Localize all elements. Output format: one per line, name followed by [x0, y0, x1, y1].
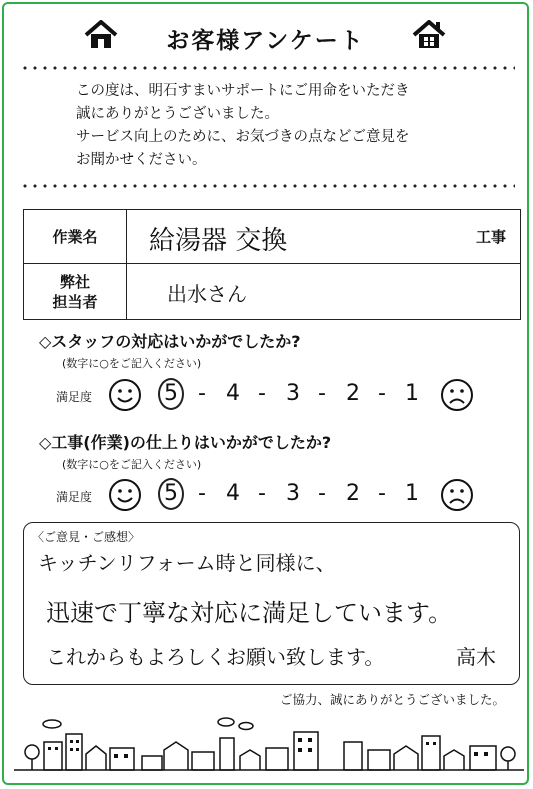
scale-separator: - [258, 381, 266, 406]
scale-separator: - [258, 481, 266, 506]
title-row [4, 16, 527, 56]
intro-line: サービス向上のために、お気づきの点などご意見を [76, 129, 410, 145]
info-table [23, 209, 521, 320]
scale-separator: - [378, 481, 386, 506]
work-name-cell [127, 210, 521, 264]
house-icon [412, 20, 446, 50]
scale-option-3[interactable]: 3 [286, 381, 300, 406]
scale-option-5[interactable]: 5 [164, 381, 178, 406]
comment-label: 〈ご意見・ご感想〉 [32, 530, 141, 544]
question-1: ◇スタッフの対応はいかがでしたか? [39, 332, 301, 351]
scale-separator: - [318, 381, 326, 406]
scale-separator: - [318, 481, 326, 506]
comment-line: キッチンリフォーム時と同様に、 [38, 551, 336, 575]
scale-option-1[interactable]: 1 [405, 381, 419, 406]
staff-label-line: 弊社 [59, 272, 90, 291]
scale-separator: - [378, 381, 386, 406]
intro-line: 誠にありがとうございました。 [76, 106, 279, 122]
smile-face-icon [108, 478, 142, 512]
smile-face-icon [108, 378, 142, 412]
comment-box [23, 522, 520, 685]
work-suffix: 工事 [475, 228, 506, 246]
sad-face-icon [440, 478, 474, 512]
satisfaction-scale-1 [56, 376, 496, 416]
satisfaction-scale-2 [56, 476, 496, 516]
intro-line: お聞かせください。 [76, 152, 207, 168]
scale-label: 満足度 [56, 390, 93, 404]
scale-separator: - [198, 381, 206, 406]
survey-card [2, 2, 529, 785]
work-name-label: 作業名 [24, 210, 127, 264]
question-1-note: (数字に○をご記入ください) [62, 357, 202, 370]
comment-line: これからもよろしくお願い致します。 [46, 645, 385, 669]
scale-option-5[interactable]: 5 [164, 481, 178, 506]
staff-value: 出水さん [167, 282, 247, 306]
footer-thanks: ご協力、誠にありがとうございました。 [279, 692, 505, 707]
staff-label [24, 264, 127, 320]
staff-cell [127, 264, 521, 320]
scale-option-2[interactable]: 2 [346, 381, 360, 406]
scale-option-4[interactable]: 4 [226, 481, 240, 506]
scale-option-3[interactable]: 3 [286, 481, 300, 506]
intro-text [76, 80, 476, 172]
dotted-divider [20, 184, 515, 188]
intro-line: この度は、明石すまいサポートにご用命をいただき [76, 83, 410, 99]
dotted-divider [20, 66, 515, 70]
scale-option-4[interactable]: 4 [226, 381, 240, 406]
page-title: お客様アンケート [166, 28, 365, 54]
scale-separator: - [198, 481, 206, 506]
scale-option-2[interactable]: 2 [346, 481, 360, 506]
scale-label: 満足度 [56, 490, 93, 504]
town-skyline-illustration [14, 712, 524, 772]
question-2: ◇工事(作業)の仕上りはいかがでしたか? [39, 433, 332, 452]
comment-line: 迅速で丁寧な対応に満足しています。 [46, 599, 453, 627]
scale-option-1[interactable]: 1 [405, 481, 419, 506]
work-name-value: 給湯器 交換 [149, 226, 288, 256]
sad-face-icon [440, 378, 474, 412]
staff-label-line: 担当者 [52, 292, 98, 311]
comment-signature: 高木 [456, 645, 496, 669]
question-2-note: (数字に○をご記入ください) [62, 458, 202, 471]
